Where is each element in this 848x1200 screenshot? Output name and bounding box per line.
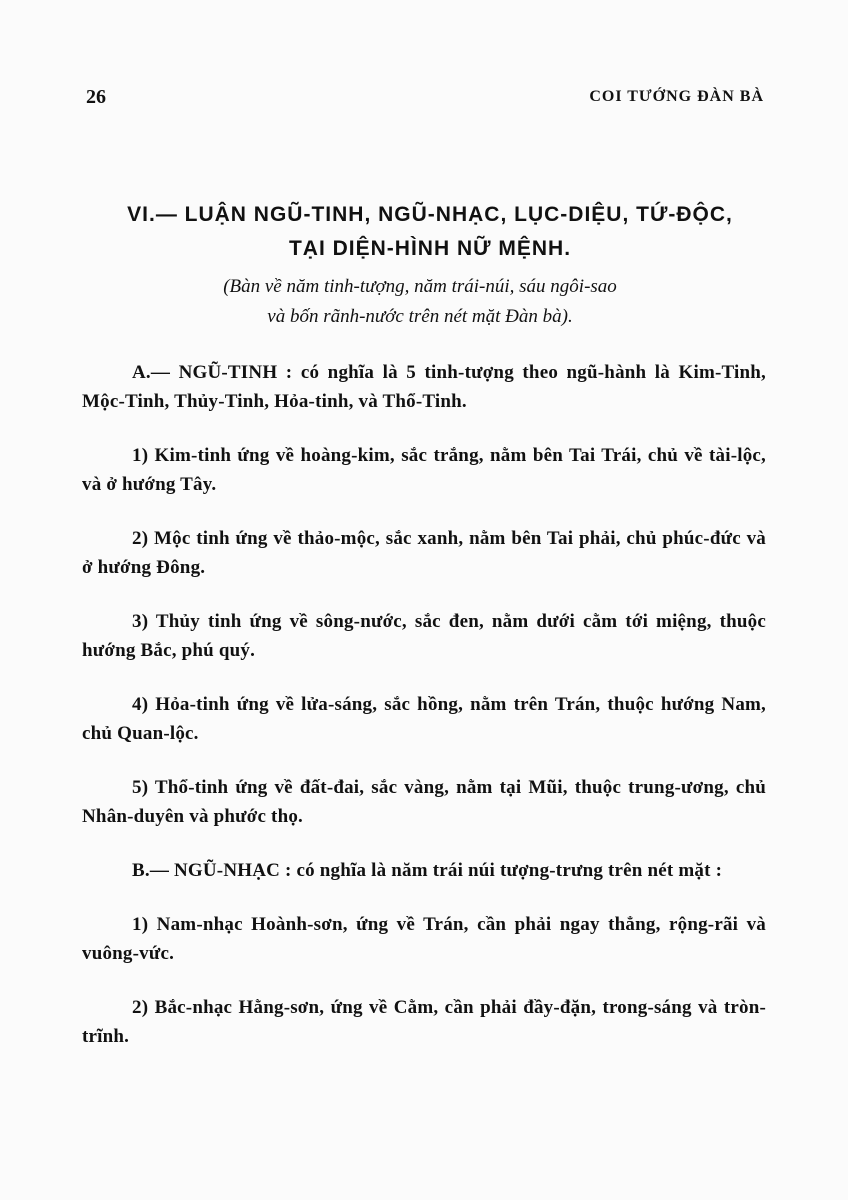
paragraph-moc-tinh: 2) Mộc tinh ứng về thảo-mộc, sắc xanh, nằm bên Tai phải, chủ phúc-đức và ở hướng Đông.: [82, 528, 766, 578]
paragraph-kim-tinh: 1) Kim-tinh ứng về hoàng-kim, sắc trắng, nằm bên Tai Trái, chủ về tài-lộc, và ở hướng Tây.: [82, 445, 766, 495]
section-subtitle-line-1: (Bàn về năm tinh-tượng, năm trái-núi, sáu ngôi-sao: [223, 276, 617, 297]
paragraph-hoa-tinh: 4) Hỏa-tinh ứng về lửa-sáng, sắc hồng, nằm trên Trán, thuộc hướng Nam, chủ Quan-lộc.: [82, 694, 766, 744]
paragraph-thuy-tinh: 3) Thủy tinh ứng về sông-nước, sắc đen, nằm dưới cằm tới miệng, thuộc hướng Bắc, phú quý.: [82, 611, 766, 661]
paragraph-tho-tinh: 5) Thổ-tinh ứng về đất-đai, sắc vàng, nằm tại Mũi, thuộc trung-ương, chủ Nhân-duyên và phước thọ.: [82, 777, 766, 827]
section-title-line-1: VI.— LUẬN NGŨ-TINH, NGŨ-NHẠC, LỤC-DIỆU, TỨ-ĐỘC,: [127, 203, 733, 226]
paragraph-ngu-nhac-intro: B.— NGŨ-NHẠC : có nghĩa là năm trái núi tượng-trưng trên nét mặt :: [132, 860, 723, 881]
paragraph-nam-nhac: 1) Nam-nhạc Hoành-sơn, ứng về Trán, cần phải ngay thẳng, rộng-rãi và vuông-vức.: [82, 914, 766, 964]
page-number: 26: [86, 86, 106, 108]
body-text: [82, 358, 766, 1076]
running-title: COI TƯỚNG ĐÀN BÀ: [589, 88, 764, 105]
section-title: [90, 198, 770, 266]
paragraph-ngu-tinh-intro: A.— NGŨ-TINH : có nghĩa là 5 tinh-tượng theo ngũ-hành là Kim-Tinh, Mộc-Tinh, Thủy-Tinh, Hỏa-tinh, và Thổ-Tinh.: [82, 362, 766, 412]
paragraph-bac-nhac: 2) Bắc-nhạc Hằng-sơn, ứng về Cằm, cần phải đầy-đặn, trong-sáng và tròn-trĩnh.: [82, 997, 766, 1047]
section-subtitle: [110, 272, 730, 332]
section-title-line-2: TẠI DIỆN-HÌNH NỮ MỆNH.: [288, 237, 572, 260]
section-subtitle-line-2: và bốn rãnh-nước trên nét mặt Đàn bà).: [267, 306, 573, 327]
page-header: [86, 86, 764, 116]
